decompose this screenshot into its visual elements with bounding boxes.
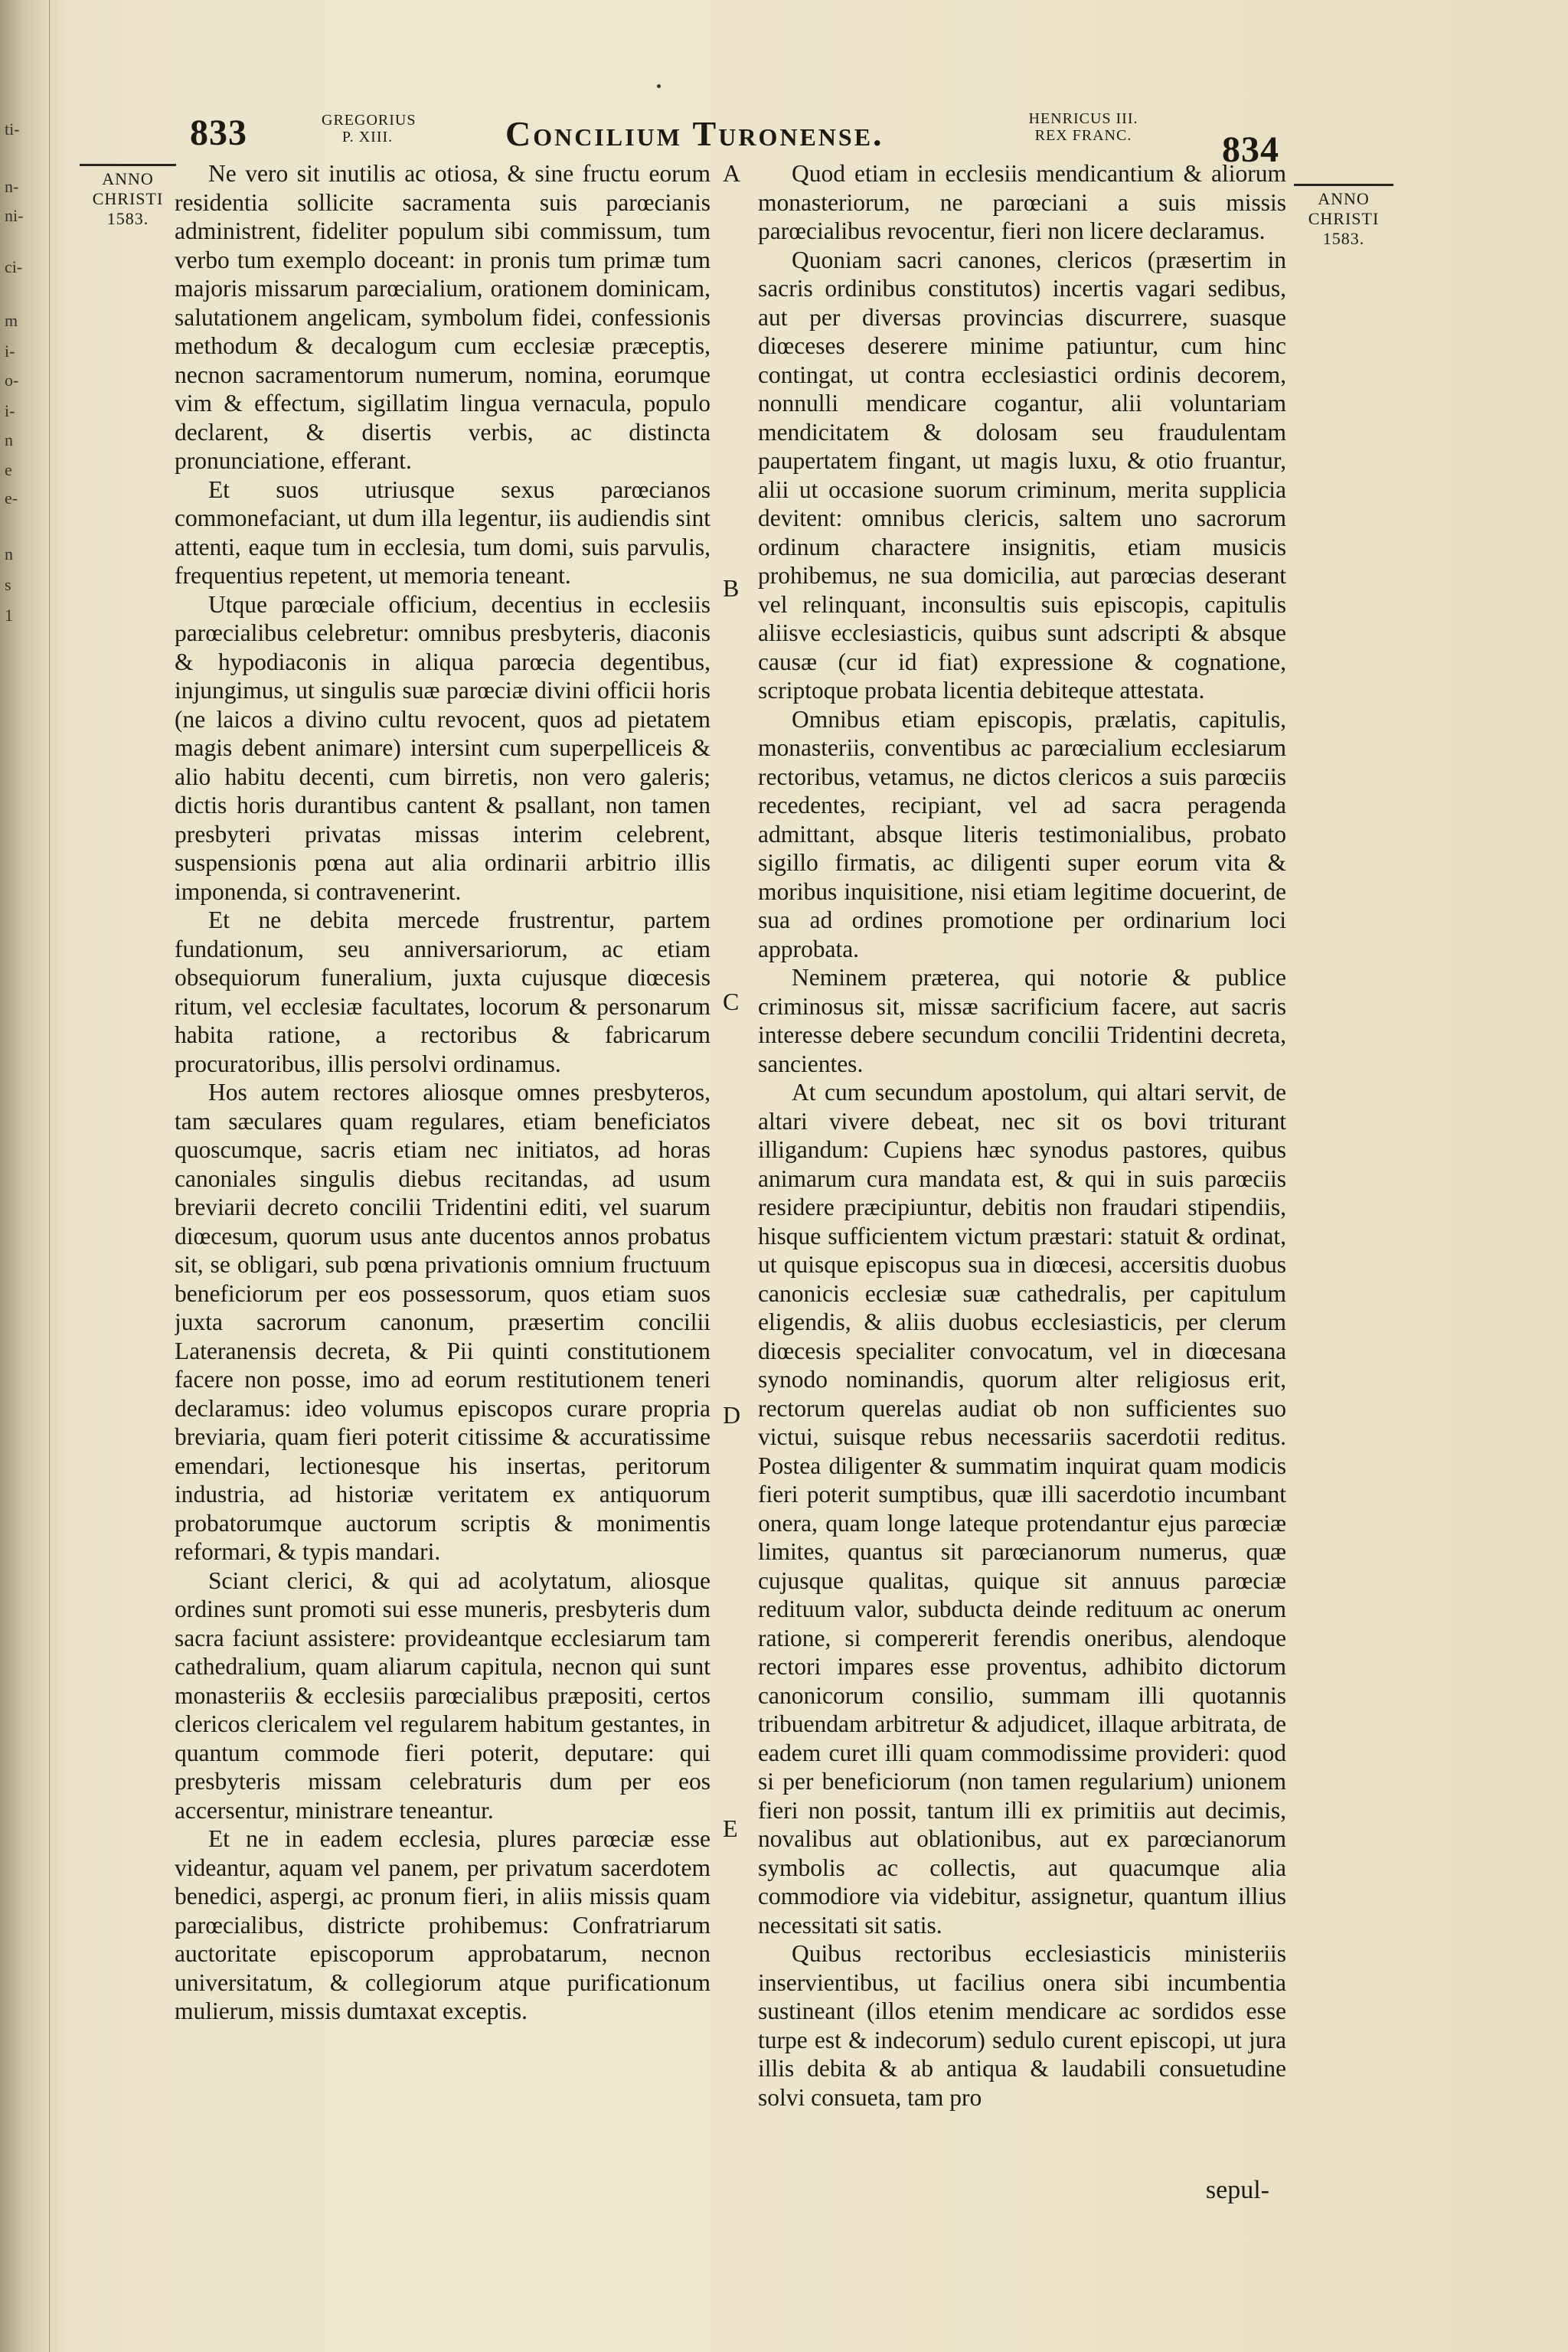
gutter-fragment: i-	[5, 341, 15, 361]
gutter-fragment: o-	[5, 371, 19, 390]
paragraph: Utque parœciale officium, decentius in ecclesiis parœcialibus celebretur: omnibus presbyteris, diaconis & hypodiaconis in aliqua parœcia degentibus, injungimus, ut singulis suæ parœciæ divini officii horis (ne laicos a divino cultu revocent, quos ad pietatem magis debent animare) intersint cum superpelliceis & alio habitu decenti, cum birretis, non vero galeris; dictis horis durantibus cantent & psallant, non tamen presbyteri privatas missas interim celebrent, suspensionis pœna aut alia ordinarii arbitrio illis imponenda, si contravenerint.	[175, 590, 710, 905]
paragraph: Sciant clerici, & qui ad acolytatum, aliosque ordines sunt promoti sui esse muneris, presbyteris dum sacra faciunt assistere: provideantque ecclesiarum tam cathedralium, quam aliarum capitula, necnon qui sunt monasteriis & ecclesiis parœcialibus præpositi, certos clericos clericalem vel regularem habitum gestantes, in quantum commode fieri poterit, deputare: qui presbyteris missam celebraturis dum per eos accersentur, ministrare teneantur.	[175, 1566, 710, 1824]
page-title: Concilium Turonense.	[505, 114, 884, 153]
margin-label: ANNO	[1318, 189, 1370, 208]
paragraph: Neminem præterea, qui notorie & publice criminosus sit, missæ sacrificium facere, aut sacris interesse debere secundum concilii Tridentini decreta, sancientes.	[758, 964, 1286, 1077]
margin-year: 1583.	[1322, 229, 1365, 248]
gutter-fragment: ti-	[5, 119, 20, 139]
section-marker-a: A	[723, 159, 741, 187]
gutter-fragment: e-	[5, 488, 18, 508]
margin-label: CHRISTI	[92, 189, 164, 208]
gutter-fragment: n	[5, 544, 13, 564]
gutter-fragment: m	[5, 311, 18, 330]
catchword: sepul-	[1205, 2176, 1269, 2204]
running-head-left	[322, 112, 416, 145]
paragraph: Quod etiam in ecclesiis mendicantium & aliorum monasteriorum, ne parœciani a suis missis parœcialibus revocentur, fieri non licere declaramus.	[758, 160, 1286, 244]
paragraph: At cum secundum apostolum, qui altari servit, de altari vivere debeat, nec sit os bovi triturant illigandum: Cupiens hæc synodus pastores, quibus animarum cura mandata est, & qui in suis parœciis residere præcipiuntur, debitis non fraudari stipendiis, hisque sufficientem victum præstari: statuit & ordinat, ut quisque episcopus sua in diœcesi, accersitis duobus canonicis ecclesiæ suæ cathedralis, per capitulum eligendis, & aliis duobus ecclesiasticis, per clerum diœcesis specialiter convocatum, vel in diœcesana synodo nominandis, quorum alter religiosus erit, rectorum querelas audiat ob non sufficientes suo victui, suisque rebus necessariis sacerdotii reditus. Postea diligenter & summatim inquirat quam modicis fieri poterit sumptibus, quæ illi sacerdotio incumbant onera, quam longe lateque protendantur ejus parœciæ limites, quantus sit parœcianorum numerus, quæ cujusque qualitas, quique sit annuus parœciæ redituum valor, subducta deinde redituum ac onerum ratione, si compererit ferendis oneribus, alendoque rectori impares esse proventus, adhibito dictorum canonicorum consilio, summam illi quotannis tribuendam arbitretur & adjudicet, illaque arbitrata, de eadem curet illi quam commodissime provideri: quod si per beneficiorum (non tamen regularium) unionem fieri non possit, tantum illi ex primitiis aut decimis, novalibus aut oblationibus, aut ex parœcianorum symbolis ac collectis, aut quacumque alia commodiore via videbitur, assignetur, quantum illius necessitati sit satis.	[758, 1079, 1286, 1939]
paragraph: Omnibus etiam episcopis, prælatis, capitulis, monasteriis, conventibus ac parœcialium ecclesiarum rectoribus, vetamus, ne dictos clericos a suis parœciis recedentes, recipiant, vel ad sacra peragenda admittant, absque literis testimonialibus, probato sigillo firmatis, ac diligenti super eorum vita & moribus inquisitione, nisi etiam legitime docuerint, de sua ad ordines promotione per ordinarium loci approbata.	[758, 705, 1286, 962]
margin-year-left	[80, 164, 176, 229]
running-head-right-line: REX FRANC.	[1034, 127, 1132, 144]
running-head-right	[1018, 110, 1148, 144]
paragraph: Quoniam sacri canones, clericos (præsertim in sacris ordinibus constitutos) incertis vagari sedibus, aut per diversas provincias discurrere, suasque diœceses deserere minime patiuntur, cum hinc contingat, ut contra ecclesiastici ordinis decorem, nonnulli mendicare cogantur, alii voluntariam mendicitatem & dolosam seu fraudulentam paupertatem fingant, ut magis luxu, & otio fruantur, alii ut occasione suorum criminum, merita supplicia devitent: omnibus clericis, saltem uno sacrorum ordinum charactere insignitis, etiam musicis prohibemus, ne sua domicilia, aut parœcias deserant vel relinquant, inconsultis suis episcopis, capitulis aliisve ecclesiasticis, quibus sunt adscripti & absque causæ (cur id fiat) expressione & cognatione, scriptoque probata licentia debiteque attestata.	[758, 246, 1286, 704]
margin-year-right	[1294, 184, 1393, 249]
margin-rule	[1294, 184, 1393, 186]
paragraph: Hos autem rectores aliosque omnes presbyteros, tam sæculares quam regulares, etiam beneficiatos quoscumque, sacris etiam nec initiatos, ad horas canoniales singulis diebus recitandas, ad usum breviarii decreto concilii Tridentini editi, vel suarum diœcesum, quorum usus ante ducentos annos probatus sit, se obligari, sub pœna privationis omnium fructuum beneficiorum per eos possessorum, quos etiam suos juxta sacrorum canonum, præsertim concilii Lateranensis decreta, & Pii quinti constitutionem facere non posse, imo ad eorum restitutionem teneri declaramus: ideo volumus episcopos curare propria breviaria, quam fieri poterit citissime & accuratissime emendari, lectionesque his insertas, peritorum industria, ad historiæ veritatem ex antiquorum probatorumque auctorum scriptis & monimentis reformari, & typis mandari.	[175, 1079, 710, 1565]
paragraph: Quibus rectoribus ecclesiasticis ministeriis inservientibus, ut facilius onera sibi incumbentia sustineant (illos etenim mendicare ac sordidos esse turpe est & indecorum) sedulo curent episcopi, ut jura illis debita & ab antiqua & laudabili consuetudine solvi consueta, tam pro	[758, 1940, 1286, 2111]
section-marker-c: C	[723, 988, 740, 1015]
right-text-column	[758, 159, 1286, 2318]
facing-page-edge	[0, 0, 50, 2352]
running-head-left-line: GREGORIUS	[322, 112, 416, 129]
running-head-right-line: HENRICUS III.	[1028, 110, 1138, 127]
margin-year: 1583.	[106, 209, 149, 228]
margin-label: CHRISTI	[1308, 209, 1380, 228]
section-marker-e: E	[723, 1815, 738, 1842]
margin-label: ANNO	[102, 169, 154, 188]
gutter-fragment: 1	[5, 606, 13, 625]
paragraph: Et ne debita mercede frustrentur, partem fundationum, seu anniversariorum, ac etiam obsequiorum funeralium, juxta cujusque diœcesis ritum, vel ecclesiæ facultates, locorum & personarum habita ratione, a rectoribus & fabricarum procuratoribus, illis persolvi ordinamus.	[175, 906, 710, 1077]
page-number-right: 834	[1222, 129, 1279, 170]
paragraph: Et suos utriusque sexus parœcianos commonefaciant, ut dum illa legentur, iis audiendis sint attenti, eaque tum in ecclesia, tum domi, suis parvulis, frequentius repetent, ut memoria teneant.	[175, 475, 710, 589]
gutter-fragment: ci-	[5, 257, 23, 276]
gutter-fragment: n-	[5, 177, 19, 196]
page-number-left: 833	[190, 113, 247, 153]
running-head-left-line: P. XIII.	[341, 129, 394, 145]
left-text-column	[175, 159, 710, 2318]
paragraph: Et ne in eadem ecclesia, plures parœciæ esse videantur, aquam vel panem, per privatum sacerdotem benedici, aspergi, ac pronum fieri, in aliis missis quam parœcialibus, districte prohibemus: Confratriarum auctoritate episcoporum approbatarum, necnon universitatum, & collegiorum atque purificationum mulierum, missis dumtaxat exceptis.	[175, 1825, 710, 2024]
gutter-fragment: e	[5, 460, 12, 479]
section-marker-d: D	[723, 1401, 741, 1429]
gutter-fragment: ni-	[5, 206, 24, 225]
section-marker-b: B	[723, 574, 740, 602]
paragraph: Ne vero sit inutilis ac otiosa, & sine fructu eorum residentia sollicite sacramenta suis parœcianis administrent, fideliter populum sibi commissum, tum verbo tum exemplo doceant: in pronis tum primæ tum majoris missarum parœcialium, orationem dominicam, salutationem angelicam, symbolum fidei, confessionis methodum & decalogum cum ecclesiæ præceptis, necnon sacramentorum numerum, nomina, eorumque vim & effectum, sigillatim lingua vernacula, populo declarent, & disertis verbis, ac distincta pronunciatione, efferant.	[175, 160, 710, 474]
margin-rule	[80, 164, 176, 166]
printer-dot	[657, 84, 661, 88]
gutter-fragment: n	[5, 430, 13, 449]
gutter-fragment: i-	[5, 401, 15, 420]
gutter-fragment: s	[5, 575, 11, 594]
